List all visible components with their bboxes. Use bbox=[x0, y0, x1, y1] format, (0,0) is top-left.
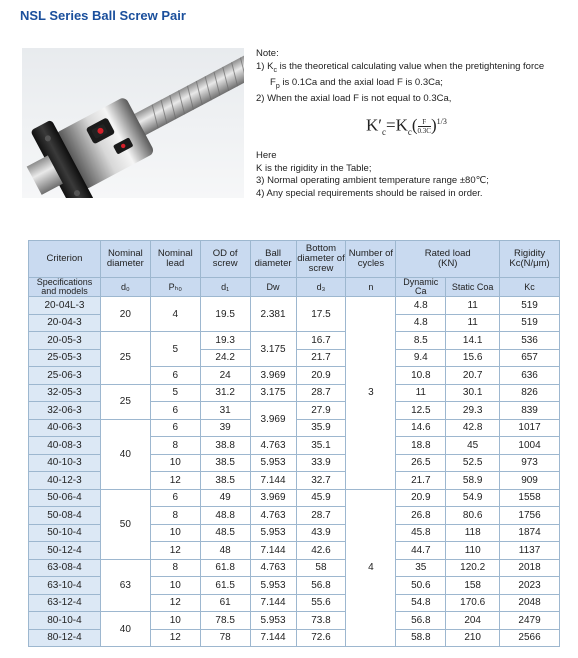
cell-od: 38.5 bbox=[200, 472, 250, 490]
cell-model: 20-04-3 bbox=[29, 314, 101, 332]
cell-static: 29.3 bbox=[446, 402, 500, 420]
cell-kc: 519 bbox=[500, 314, 560, 332]
cell-model: 40-08-3 bbox=[29, 437, 101, 455]
cell-lead: 8 bbox=[150, 559, 200, 577]
cell-diameter: 40 bbox=[100, 612, 150, 647]
cell-bottom: 28.7 bbox=[296, 507, 346, 525]
col-rigidity: Rigidity Kc(N/μm) bbox=[500, 241, 560, 278]
cell-lead: 5 bbox=[150, 332, 200, 367]
cell-dynamic: 35 bbox=[396, 559, 446, 577]
table-row bbox=[29, 332, 560, 350]
cell-dynamic: 8.5 bbox=[396, 332, 446, 350]
cell-static: 54.9 bbox=[446, 489, 500, 507]
cell-kc: 2018 bbox=[500, 559, 560, 577]
cell-model: 50-08-4 bbox=[29, 507, 101, 525]
cell-ball: 3.969 bbox=[250, 367, 296, 385]
cell-static: 170.6 bbox=[446, 594, 500, 612]
cell-od: 48.8 bbox=[200, 507, 250, 525]
cell-dynamic: 21.7 bbox=[396, 472, 446, 490]
cell-dynamic: 9.4 bbox=[396, 349, 446, 367]
col-cycles: Number of cycles bbox=[346, 241, 396, 278]
cell-bottom: 45.9 bbox=[296, 489, 346, 507]
cell-bottom: 16.7 bbox=[296, 332, 346, 350]
cell-od: 31.2 bbox=[200, 384, 250, 402]
cell-ball: 5.953 bbox=[250, 454, 296, 472]
cell-model: 80-12-4 bbox=[29, 629, 101, 647]
cell-dynamic: 18.8 bbox=[396, 437, 446, 455]
cell-ball: 5.953 bbox=[250, 524, 296, 542]
cell-dynamic: 26.5 bbox=[396, 454, 446, 472]
note-2: 2) When the axial load F is not equal to 0.3Ca, bbox=[256, 93, 452, 105]
cell-lead: 10 bbox=[150, 454, 200, 472]
cell-kc: 839 bbox=[500, 402, 560, 420]
cell-bottom: 73.8 bbox=[296, 612, 346, 630]
sub-d0: d₀ bbox=[100, 278, 150, 297]
cell-static: 42.8 bbox=[446, 419, 500, 437]
cell-static: 158 bbox=[446, 577, 500, 595]
col-od: OD of screw bbox=[200, 241, 250, 278]
note-4: 4) Any special requirements should be raised in order. bbox=[256, 187, 483, 199]
cell-cycles: 4 bbox=[346, 489, 396, 647]
cell-model: 63-10-4 bbox=[29, 577, 101, 595]
cell-lead: 5 bbox=[150, 384, 200, 402]
cell-static: 15.6 bbox=[446, 349, 500, 367]
cell-dynamic: 20.9 bbox=[396, 489, 446, 507]
cell-od: 19.5 bbox=[200, 297, 250, 332]
cell-model: 32-06-3 bbox=[29, 402, 101, 420]
col-rated-load: Rated load (KN) bbox=[396, 241, 500, 278]
cell-kc: 1558 bbox=[500, 489, 560, 507]
cell-cycles: 3 bbox=[346, 297, 396, 490]
cell-static: 20.7 bbox=[446, 367, 500, 385]
cell-od: 31 bbox=[200, 402, 250, 420]
cell-dynamic: 4.8 bbox=[396, 314, 446, 332]
cell-model: 80-10-4 bbox=[29, 612, 101, 630]
cell-diameter: 50 bbox=[100, 489, 150, 559]
cell-bottom: 58 bbox=[296, 559, 346, 577]
sub-dw: Dw bbox=[250, 278, 296, 297]
cell-bottom: 35.1 bbox=[296, 437, 346, 455]
cell-static: 30.1 bbox=[446, 384, 500, 402]
cell-od: 24 bbox=[200, 367, 250, 385]
cell-kc: 536 bbox=[500, 332, 560, 350]
cell-od: 61.8 bbox=[200, 559, 250, 577]
cell-model: 25-06-3 bbox=[29, 367, 101, 385]
cell-dynamic: 58.8 bbox=[396, 629, 446, 647]
cell-dynamic: 14.6 bbox=[396, 419, 446, 437]
cell-bottom: 21.7 bbox=[296, 349, 346, 367]
sub-spec: Specifications and models bbox=[29, 278, 101, 297]
spec-table bbox=[28, 240, 560, 647]
cell-od: 61.5 bbox=[200, 577, 250, 595]
cell-model: 63-12-4 bbox=[29, 594, 101, 612]
cell-model: 50-06-4 bbox=[29, 489, 101, 507]
cell-static: 120.2 bbox=[446, 559, 500, 577]
cell-kc: 2048 bbox=[500, 594, 560, 612]
cell-diameter: 25 bbox=[100, 384, 150, 419]
cell-lead: 10 bbox=[150, 577, 200, 595]
cell-bottom: 72.6 bbox=[296, 629, 346, 647]
cell-model: 40-12-3 bbox=[29, 472, 101, 490]
cell-bottom: 56.8 bbox=[296, 577, 346, 595]
col-criterion: Criterion bbox=[29, 241, 101, 278]
cell-ball: 3.175 bbox=[250, 332, 296, 367]
cell-dynamic: 4.8 bbox=[396, 297, 446, 315]
cell-model: 20-05-3 bbox=[29, 332, 101, 350]
cell-dynamic: 12.5 bbox=[396, 402, 446, 420]
cell-kc: 826 bbox=[500, 384, 560, 402]
cell-dynamic: 44.7 bbox=[396, 542, 446, 560]
cell-kc: 1137 bbox=[500, 542, 560, 560]
cell-kc: 2479 bbox=[500, 612, 560, 630]
cell-kc: 1874 bbox=[500, 524, 560, 542]
cell-ball: 4.763 bbox=[250, 559, 296, 577]
cell-ball: 4.763 bbox=[250, 437, 296, 455]
cell-diameter: 25 bbox=[100, 332, 150, 385]
cell-lead: 6 bbox=[150, 367, 200, 385]
here-label: Here bbox=[256, 150, 277, 162]
cell-bottom: 42.6 bbox=[296, 542, 346, 560]
rigidity-formula: $K'_c=K_c$( $\frac{F}{0.3C}$ )$^{1/3}$ bbox=[366, 115, 447, 137]
cell-ball: 7.144 bbox=[250, 542, 296, 560]
sub-static: Static Coa bbox=[446, 278, 500, 297]
cell-lead: 12 bbox=[150, 594, 200, 612]
table-row bbox=[29, 489, 560, 507]
cell-od: 78 bbox=[200, 629, 250, 647]
cell-lead: 6 bbox=[150, 419, 200, 437]
cell-ball: 7.144 bbox=[250, 629, 296, 647]
cell-static: 45 bbox=[446, 437, 500, 455]
sub-ph0: Pₕ₀ bbox=[150, 278, 200, 297]
note-3: 3) Normal operating ambient temperature range ±80℃; bbox=[256, 175, 489, 187]
ball-screw-photo bbox=[22, 48, 244, 198]
cell-ball: 4.763 bbox=[250, 507, 296, 525]
cell-od: 48.5 bbox=[200, 524, 250, 542]
cell-dynamic: 54.8 bbox=[396, 594, 446, 612]
cell-model: 32-05-3 bbox=[29, 384, 101, 402]
cell-lead: 10 bbox=[150, 524, 200, 542]
subheader-row bbox=[29, 278, 560, 297]
cell-od: 38.5 bbox=[200, 454, 250, 472]
cell-ball: 3.969 bbox=[250, 489, 296, 507]
cell-bottom: 27.9 bbox=[296, 402, 346, 420]
cell-model: 20-04L-3 bbox=[29, 297, 101, 315]
note-k: K is the rigidity in the Table; bbox=[256, 162, 372, 174]
cell-diameter: 20 bbox=[100, 297, 150, 332]
cell-dynamic: 45.8 bbox=[396, 524, 446, 542]
cell-dynamic: 26.8 bbox=[396, 507, 446, 525]
page-title: NSL Series Ball Screw Pair bbox=[20, 8, 186, 23]
table-row bbox=[29, 297, 560, 315]
cell-od: 48 bbox=[200, 542, 250, 560]
cell-ball: 2.381 bbox=[250, 297, 296, 332]
cell-ball: 5.953 bbox=[250, 577, 296, 595]
cell-dynamic: 50.6 bbox=[396, 577, 446, 595]
cell-kc: 973 bbox=[500, 454, 560, 472]
cell-static: 11 bbox=[446, 297, 500, 315]
note-1: 1) $K_c$ is the theoretical calculating value when the pretightening force bbox=[256, 60, 545, 74]
cell-lead: 8 bbox=[150, 507, 200, 525]
cell-static: 110 bbox=[446, 542, 500, 560]
sub-n: n bbox=[346, 278, 396, 297]
cell-dynamic: 11 bbox=[396, 384, 446, 402]
cell-lead: 4 bbox=[150, 297, 200, 332]
cell-od: 39 bbox=[200, 419, 250, 437]
cell-dynamic: 10.8 bbox=[396, 367, 446, 385]
cell-od: 19.3 bbox=[200, 332, 250, 350]
cell-lead: 10 bbox=[150, 612, 200, 630]
cell-lead: 12 bbox=[150, 542, 200, 560]
cell-lead: 12 bbox=[150, 472, 200, 490]
cell-bottom: 32.7 bbox=[296, 472, 346, 490]
cell-model: 63-08-4 bbox=[29, 559, 101, 577]
cell-model: 50-10-4 bbox=[29, 524, 101, 542]
cell-kc: 2023 bbox=[500, 577, 560, 595]
cell-bottom: 20.9 bbox=[296, 367, 346, 385]
cell-bottom: 55.6 bbox=[296, 594, 346, 612]
cell-static: 204 bbox=[446, 612, 500, 630]
cell-ball: 7.144 bbox=[250, 594, 296, 612]
cell-lead: 8 bbox=[150, 437, 200, 455]
cell-model: 40-06-3 bbox=[29, 419, 101, 437]
cell-static: 58.9 bbox=[446, 472, 500, 490]
header-row bbox=[29, 241, 560, 278]
cell-diameter: 63 bbox=[100, 559, 150, 612]
cell-kc: 636 bbox=[500, 367, 560, 385]
cell-lead: 6 bbox=[150, 402, 200, 420]
cell-static: 210 bbox=[446, 629, 500, 647]
cell-kc: 519 bbox=[500, 297, 560, 315]
cell-lead: 12 bbox=[150, 629, 200, 647]
cell-model: 40-10-3 bbox=[29, 454, 101, 472]
cell-dynamic: 56.8 bbox=[396, 612, 446, 630]
col-ball-diameter: Ball diameter bbox=[250, 241, 296, 278]
sub-kc: Kc bbox=[500, 278, 560, 297]
cell-static: 14.1 bbox=[446, 332, 500, 350]
cell-ball: 5.953 bbox=[250, 612, 296, 630]
cell-model: 50-12-4 bbox=[29, 542, 101, 560]
table-row bbox=[29, 384, 560, 402]
sub-d1: d₁ bbox=[200, 278, 250, 297]
cell-model: 25-05-3 bbox=[29, 349, 101, 367]
cell-od: 49 bbox=[200, 489, 250, 507]
cell-static: 80.6 bbox=[446, 507, 500, 525]
sub-dynamic: Dynamic Ca bbox=[396, 278, 446, 297]
col-nominal-diameter: Nominal diameter bbox=[100, 241, 150, 278]
cell-static: 118 bbox=[446, 524, 500, 542]
notes-heading: Note: bbox=[256, 48, 279, 59]
cell-kc: 2566 bbox=[500, 629, 560, 647]
cell-bottom: 35.9 bbox=[296, 419, 346, 437]
cell-ball: 7.144 bbox=[250, 472, 296, 490]
table-row bbox=[29, 559, 560, 577]
col-nominal-lead: Nominal lead bbox=[150, 241, 200, 278]
cell-static: 11 bbox=[446, 314, 500, 332]
sub-d3: d₃ bbox=[296, 278, 346, 297]
cell-lead: 6 bbox=[150, 489, 200, 507]
cell-ball: 3.969 bbox=[250, 402, 296, 437]
cell-od: 24.2 bbox=[200, 349, 250, 367]
cell-kc: 1017 bbox=[500, 419, 560, 437]
notes-block bbox=[256, 48, 566, 200]
col-bottom-diameter: Bottom diameter of screw bbox=[296, 241, 346, 278]
cell-bottom: 17.5 bbox=[296, 297, 346, 332]
cell-od: 38.8 bbox=[200, 437, 250, 455]
table-row bbox=[29, 612, 560, 630]
cell-kc: 1756 bbox=[500, 507, 560, 525]
cell-kc: 657 bbox=[500, 349, 560, 367]
cell-od: 61 bbox=[200, 594, 250, 612]
note-1-cont: $F_p$ is 0.1Ca and the axial load F is 0.3Ca; bbox=[270, 76, 443, 90]
cell-ball: 3.175 bbox=[250, 384, 296, 402]
cell-diameter: 40 bbox=[100, 419, 150, 489]
cell-bottom: 28.7 bbox=[296, 384, 346, 402]
cell-bottom: 33.9 bbox=[296, 454, 346, 472]
cell-static: 52.5 bbox=[446, 454, 500, 472]
cell-kc: 909 bbox=[500, 472, 560, 490]
cell-bottom: 43.9 bbox=[296, 524, 346, 542]
cell-kc: 1004 bbox=[500, 437, 560, 455]
cell-od: 78.5 bbox=[200, 612, 250, 630]
